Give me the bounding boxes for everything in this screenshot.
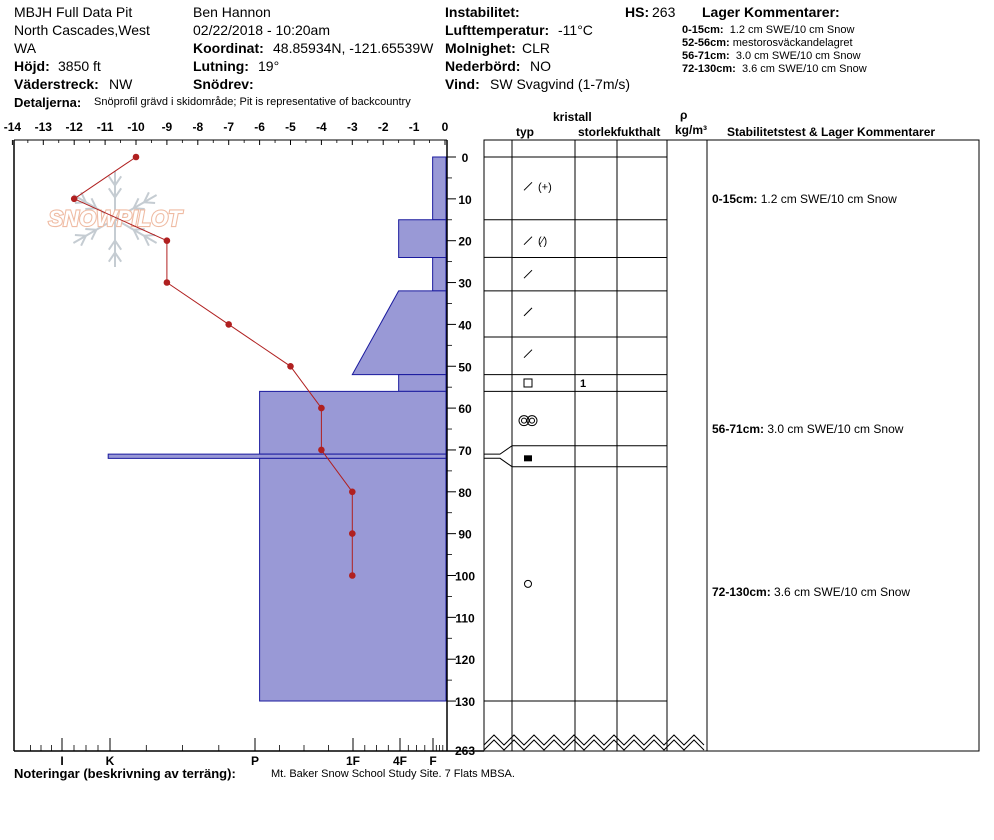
notes-value: Mt. Baker Snow School Study Site. 7 Flats MBSA. — [271, 768, 515, 780]
hardness-bar — [399, 375, 446, 392]
hs-value: 263 — [652, 4, 676, 20]
hardness-tick-label: 4F — [392, 754, 408, 768]
depth-tick-label: 50 — [458, 360, 472, 375]
grain-inner-circle-icon — [522, 418, 527, 423]
grain-row — [524, 350, 532, 358]
snowpilot-watermark — [48, 171, 183, 267]
slope-value: 19° — [258, 58, 280, 74]
elevation-value: 3850 ft — [58, 58, 101, 74]
wind-value: SW Svagvind (1-7m/s) — [490, 76, 631, 92]
temperature-point — [349, 530, 356, 537]
depth-tick-label: 90 — [458, 527, 472, 542]
temperature-point — [133, 154, 140, 161]
depth-tick-label: 70 — [458, 443, 472, 458]
hardness-bar — [399, 220, 446, 258]
sky-label: Molnighet: — [445, 40, 516, 56]
depth-tick-label: 100 — [454, 569, 476, 584]
hardness-tick-label: K — [105, 754, 115, 768]
coord-label: Koordinat: — [193, 40, 264, 56]
stability-comment-range: 0-15cm: — [712, 191, 758, 206]
grain-slash-icon — [524, 182, 532, 190]
details-label: Detaljerna: — [14, 95, 82, 110]
hardness-bar — [108, 454, 446, 458]
col-density-unit: kg/m³ — [675, 123, 708, 137]
layer-comment-text: 1.2 cm SWE/10 cm Snow — [729, 24, 855, 36]
grain-inner-circle-icon — [530, 418, 535, 423]
grain-row — [524, 378, 586, 390]
grain-slash-icon — [524, 350, 532, 358]
details-value: Snöprofil grävd i skidområde; Pit is representative of backcountry — [94, 96, 411, 108]
layer-comment-range: 0-15cm: — [682, 24, 724, 36]
instability-label: Instabilitet: — [445, 4, 520, 20]
hardness-bar — [433, 157, 446, 220]
grain-row — [524, 455, 532, 461]
layer-comment-text: mestorosväckandelagret — [732, 37, 853, 49]
precip-label: Nederbörd: — [445, 58, 521, 74]
stability-comments — [712, 192, 910, 599]
grain-circle-icon — [525, 580, 532, 587]
airtemp-value: -11°C — [558, 22, 593, 38]
layer-connector — [484, 446, 512, 454]
coord-value: 48.85934N, -121.65539W — [273, 40, 434, 56]
depth-tick-label: 120 — [454, 653, 476, 668]
layer-comment-range: 56-71cm: — [682, 50, 730, 62]
layer-comment-text: 3.6 cm SWE/10 cm Snow — [741, 63, 867, 75]
temperature-point — [287, 363, 294, 370]
grain-plus-icon: (+) — [538, 181, 552, 194]
temperature-tick-label: -8 — [192, 120, 204, 134]
depth-tick-label: 110 — [455, 611, 475, 626]
grain-filled-square-icon — [524, 455, 532, 461]
depth-tick-label: 30 — [458, 276, 472, 291]
temperature-tick-label: -10 — [127, 120, 145, 134]
layer-connector — [484, 458, 512, 466]
stability-comment-text: 1.2 cm SWE/10 cm Snow — [757, 191, 897, 206]
temperature-tick-label: -4 — [316, 120, 327, 134]
depth-tick-label: 40 — [458, 318, 472, 333]
temperature-point — [164, 279, 171, 286]
grain-slash-icon — [524, 308, 532, 316]
temperature-tick-label: -12 — [65, 120, 83, 134]
grain-row — [519, 416, 537, 426]
temperature-point — [349, 489, 356, 496]
depth-tick-label: 20 — [458, 234, 472, 249]
hardness-axis — [31, 738, 443, 768]
observer: Ben Hannon — [193, 4, 271, 20]
layer-comment-text: 3.0 cm SWE/10 cm Snow — [735, 50, 861, 62]
grain-square-icon — [524, 379, 532, 387]
depth-tick-label: 130 — [454, 695, 476, 710]
watermark-text: SNOWPILOT — [48, 206, 182, 231]
col-type: typ — [516, 125, 534, 139]
precip-value: NO — [530, 58, 551, 74]
region-line1: North Cascades,West — [14, 22, 150, 38]
grain-row — [524, 236, 547, 248]
grain-slash-paren-icon: (⁄) — [538, 235, 548, 248]
hardness-tick-label: I — [60, 754, 64, 768]
hardness-profile — [108, 157, 446, 701]
hardness-bar — [433, 257, 446, 290]
depth-tick-label: 80 — [458, 485, 472, 500]
col-size: storlek — [578, 125, 618, 139]
temperature-point — [164, 237, 171, 244]
temperature-point — [318, 405, 325, 412]
temperature-point — [349, 572, 356, 579]
depth-tick-label: 10 — [458, 192, 472, 207]
stability-comment-text: 3.6 cm SWE/10 cm Snow — [770, 585, 911, 600]
grain-row — [524, 308, 532, 316]
grain-table — [484, 140, 979, 751]
grain-rows — [519, 181, 586, 587]
grain-size-value: 1 — [580, 377, 587, 390]
temperature-point — [71, 196, 78, 203]
col-moisture: fukthalt — [617, 125, 661, 139]
drift-label: Snödrev: — [193, 76, 254, 92]
col-stability: Stabilitetstest & Lager Kommentarer — [727, 125, 936, 139]
col-rho: ρ — [680, 108, 688, 122]
temperature-tick-label: -2 — [377, 120, 389, 134]
layer-comment-range: 52-56cm: — [682, 37, 730, 49]
datetime: 02/22/2018 - 10:20am — [193, 22, 330, 38]
grain-row — [525, 580, 532, 587]
temperature-point — [318, 447, 325, 454]
depth-tick-label: 0 — [461, 151, 469, 165]
temperature-tick-label: -13 — [34, 120, 52, 134]
pit-name: MBJH Full Data Pit — [14, 4, 133, 20]
wind-label: Vind: — [445, 76, 480, 92]
temperature-tick-label: -9 — [161, 120, 173, 134]
stability-comment-range: 72-130cm: — [712, 585, 771, 600]
hardness-tick-label: 1F — [345, 754, 361, 768]
stability-comment-range: 56-71cm: — [712, 422, 765, 437]
snowflake-branch — [144, 202, 155, 203]
hs-label: HS: — [625, 4, 650, 20]
depth-axis — [447, 140, 475, 758]
airtemp-label: Lufttemperatur: — [445, 22, 550, 38]
aspect-value: NW — [109, 76, 133, 92]
region-line2: WA — [14, 40, 37, 56]
snowflake-branch — [75, 235, 86, 236]
temperature-tick-label: -7 — [223, 120, 235, 134]
grain-row — [524, 270, 532, 278]
temperature-tick-label: -11 — [96, 120, 114, 134]
layer-comments-title: Lager Kommentarer: — [702, 4, 840, 20]
depth-bottom-label: 263 — [454, 744, 476, 758]
aspect-label: Väderstreck: — [14, 76, 99, 92]
stability-comment — [712, 585, 910, 599]
stability-comment — [712, 422, 904, 436]
temperature-tick-label: 0 — [441, 120, 449, 134]
temperature-axis — [4, 120, 449, 145]
grain-slash-icon — [524, 237, 532, 245]
stability-comment — [712, 192, 897, 206]
depth-tick-label: 60 — [458, 402, 472, 417]
hardness-bar — [352, 291, 446, 375]
slope-label: Lutning: — [193, 58, 249, 74]
temperature-tick-label: -14 — [3, 120, 22, 134]
temperature-tick-label: -3 — [346, 120, 358, 134]
notes-label: Noteringar (beskrivning av terräng): — [14, 766, 236, 781]
hardness-tick-label: F — [429, 754, 437, 768]
temperature-point — [225, 321, 232, 328]
hardness-bar — [260, 391, 446, 454]
grain-row — [524, 181, 552, 193]
elevation-label: Höjd: — [14, 58, 50, 74]
temperature-tick-label: -5 — [285, 120, 296, 134]
grain-slash-icon — [524, 270, 532, 278]
hardness-tick-label: P — [250, 754, 260, 768]
sky-value: CLR — [522, 40, 551, 56]
layer-comment-range: 72-130cm: — [682, 63, 736, 75]
temperature-tick-label: -6 — [254, 120, 265, 134]
stability-comment-text: 3.0 cm SWE/10 cm Snow — [764, 422, 904, 437]
depth-break-zigzag — [484, 740, 704, 750]
col-crystal: kristall — [553, 110, 592, 124]
temperature-tick-label: -1 — [408, 120, 420, 134]
